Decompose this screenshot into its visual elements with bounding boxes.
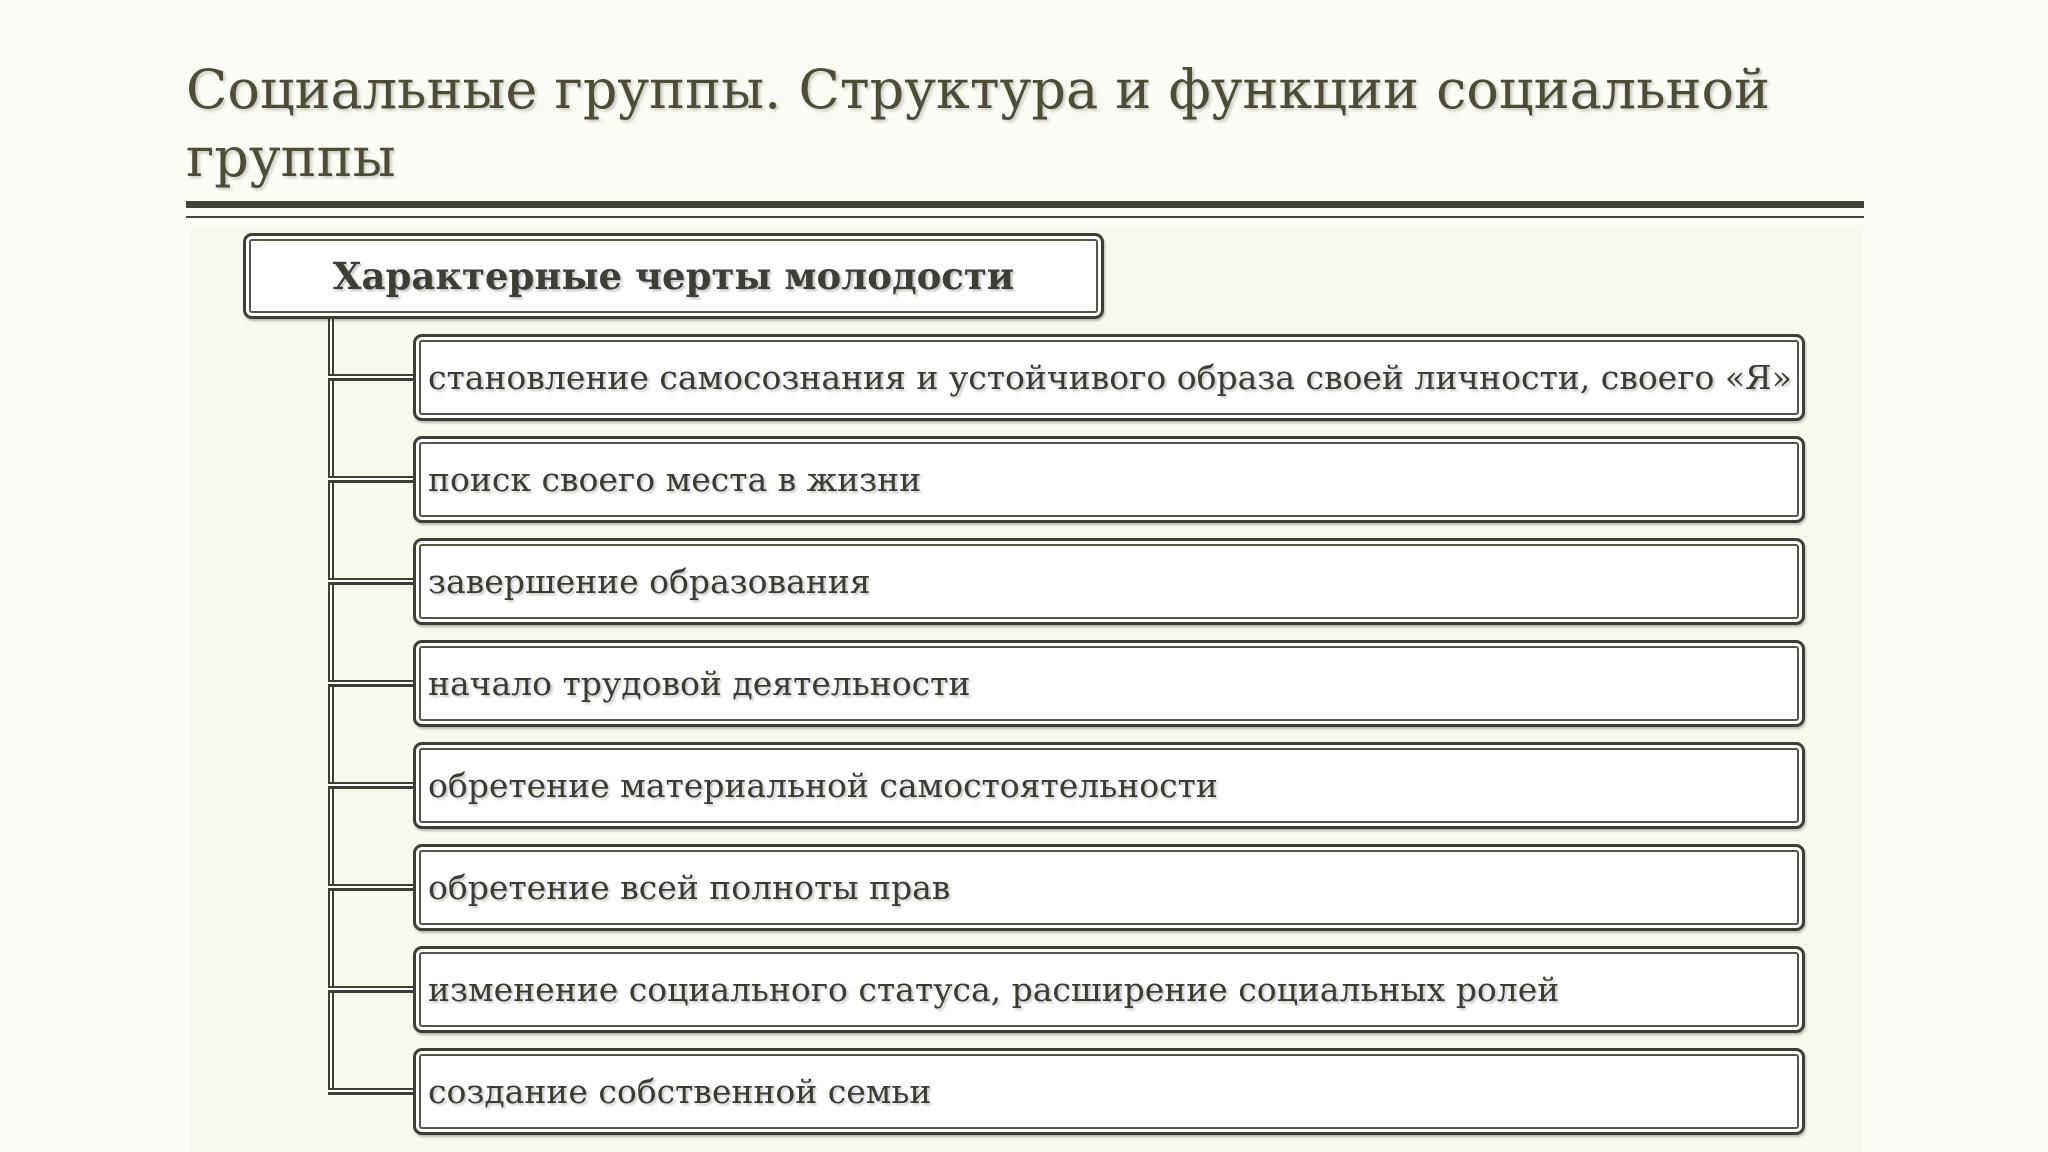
item-connector [328,884,416,891]
diagram-item-box [413,640,1805,727]
diagram-header-box [243,233,1104,319]
item-connector [328,1088,416,1095]
diagram-item-label: завершение образования [428,562,871,601]
diagram-item-box [413,946,1805,1033]
diagram-item-box [413,436,1805,523]
item-connector [328,680,416,687]
diagram-header-label: Характерные черты молодости [332,254,1015,298]
diagram-item-box [413,538,1805,625]
slide-title: Социальные группы. Структура и функции социальной группы [186,58,1770,189]
item-connector [328,374,416,381]
item-connector [328,986,416,993]
item-connector [328,782,416,789]
diagram-item-label: начало трудовой деятельности [428,664,971,703]
diagram-item-box [413,844,1805,931]
diagram-item-label: обретение материальной самостоятельности [428,766,1218,805]
title-rule-thick [186,201,1864,208]
diagram-item-label: обретение всей полноты прав [428,868,951,907]
item-connector [328,476,416,483]
title-rule-thin [186,216,1864,218]
diagram-item-label: становление самосознания и устойчивого образа своей личности, своего «Я» [428,358,1792,397]
diagram-item-label: поиск своего места в жизни [428,460,922,499]
diagram-item-box [413,742,1805,829]
diagram-item-box [413,1048,1805,1135]
item-connector [328,578,416,585]
diagram-item-label: изменение социального статуса, расширение социальных ролей [428,970,1560,1009]
diagram-item-box [413,334,1805,421]
diagram-item-label: создание собственной семьи [428,1072,932,1111]
tree-connector-line-inner [330,318,332,1091]
